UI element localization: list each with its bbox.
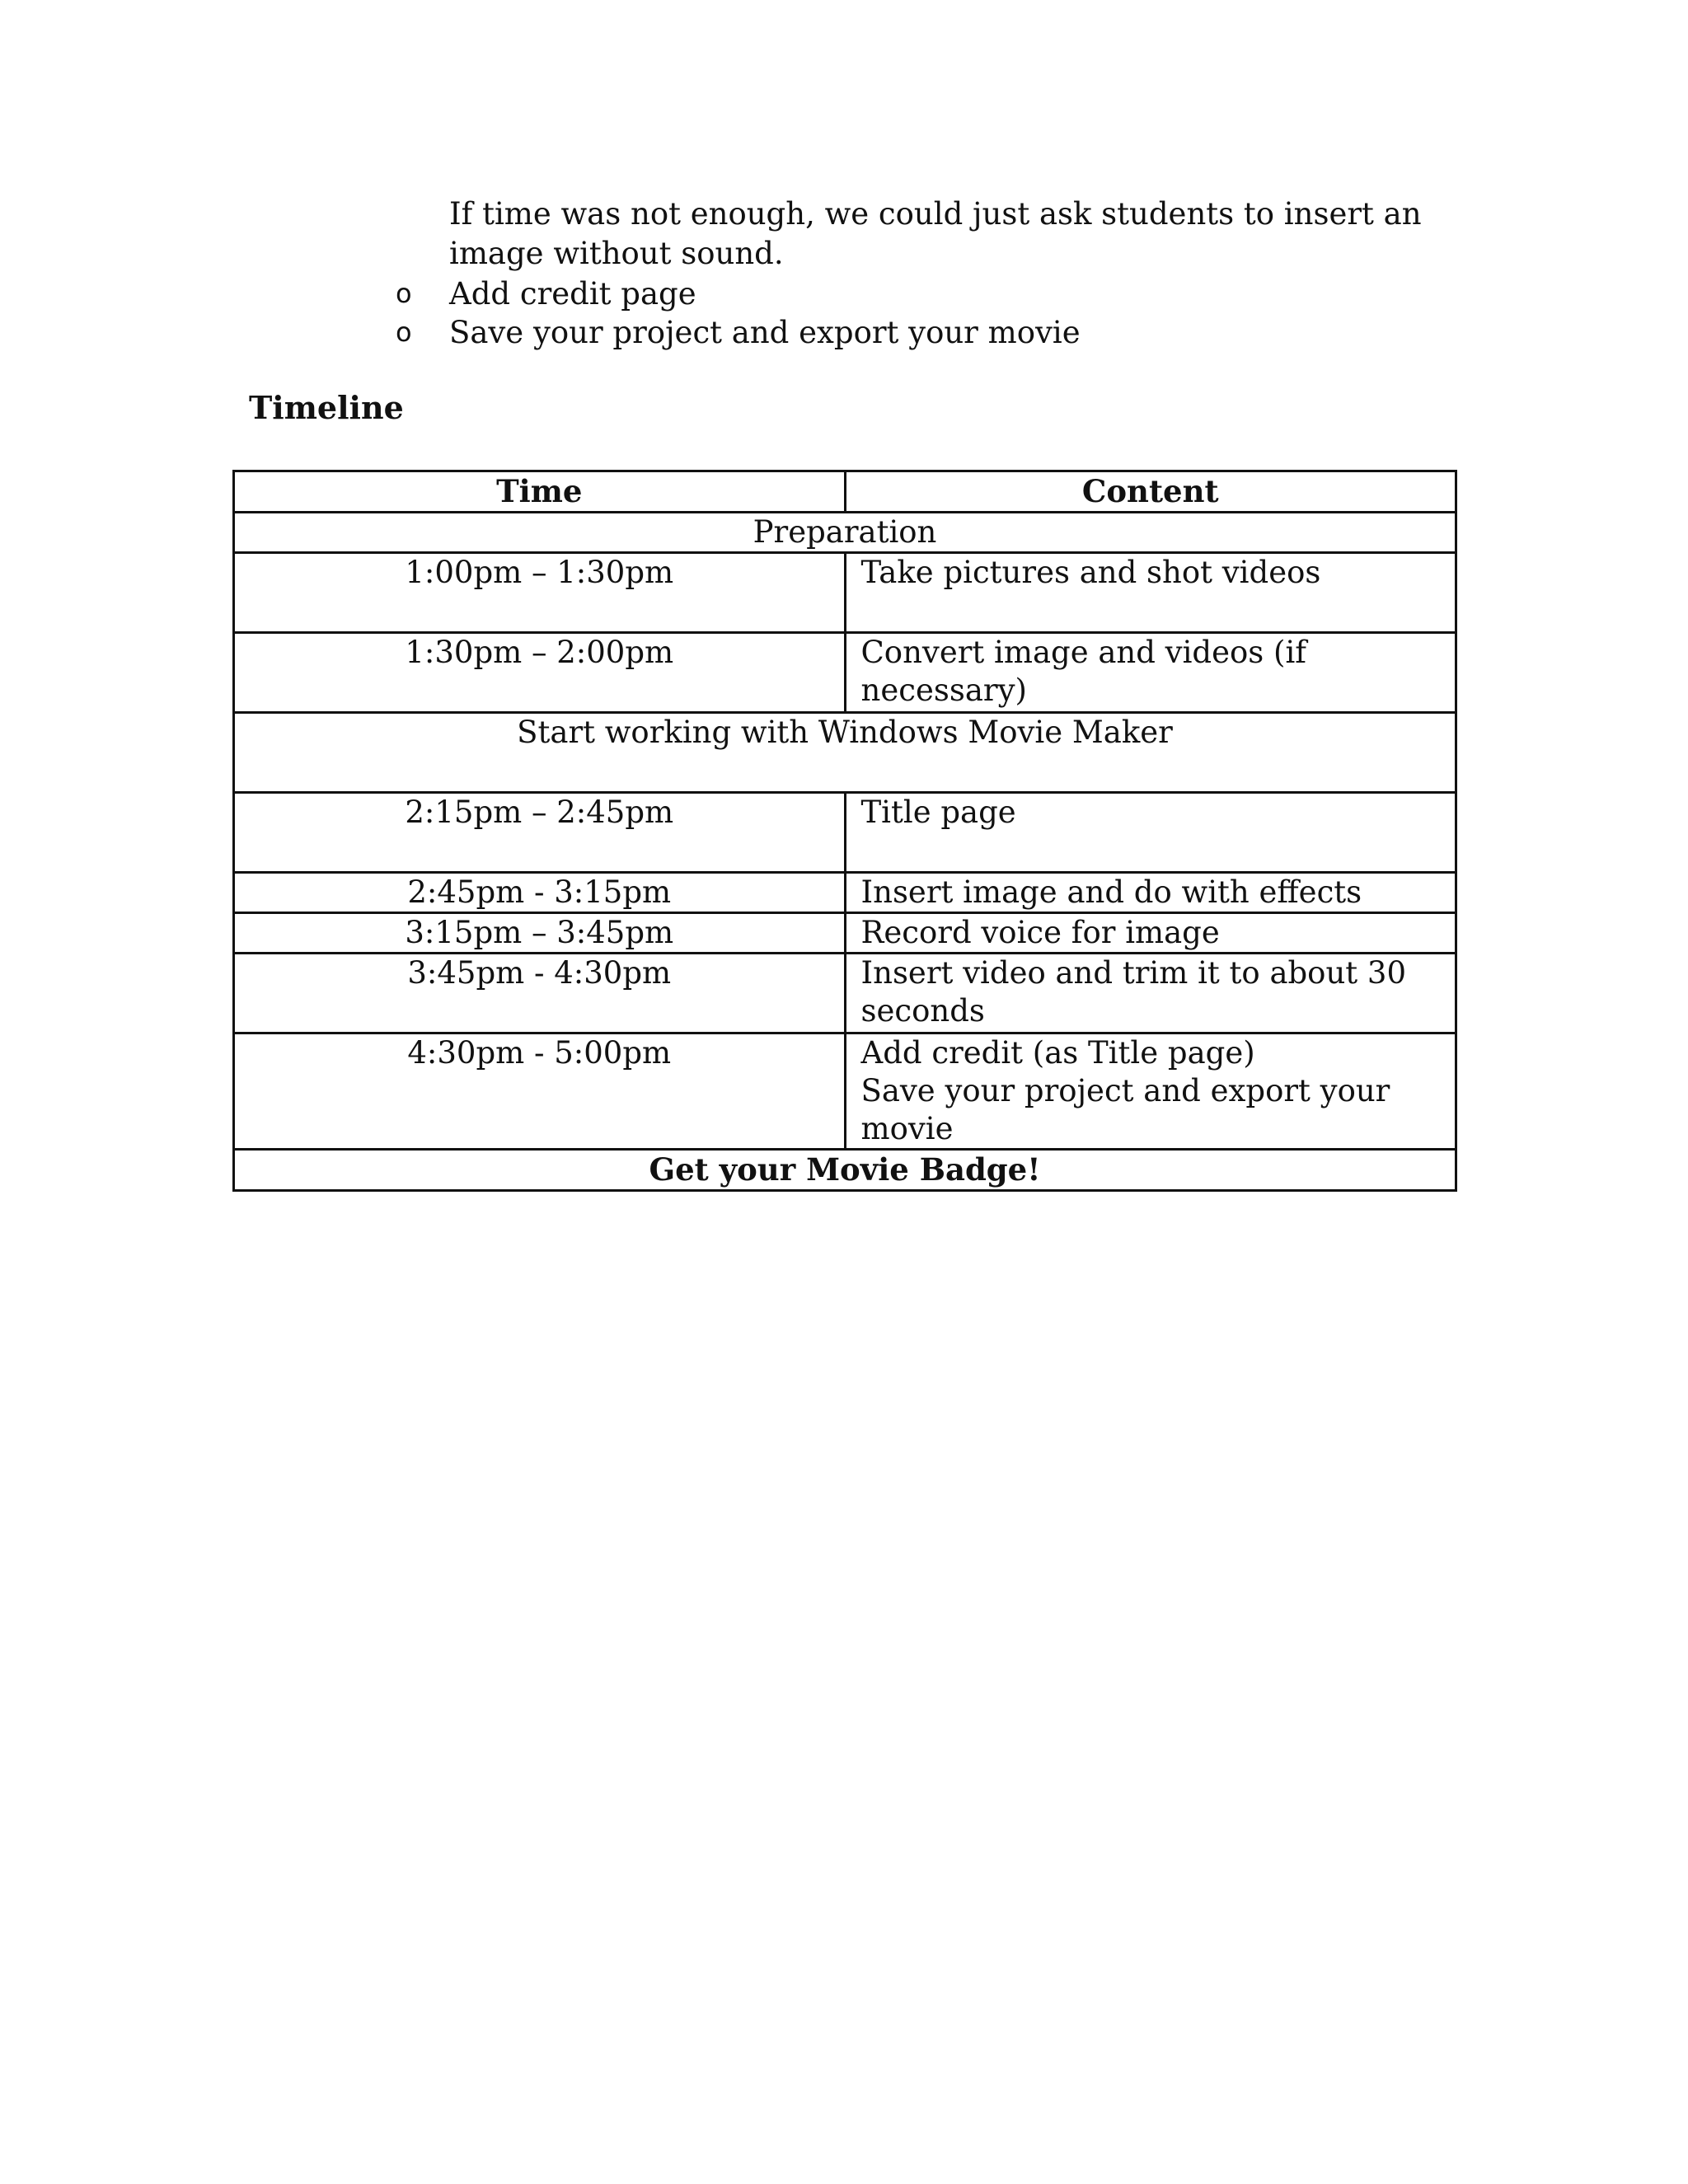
table-section-row: [234, 513, 1456, 553]
list-item-text: Add credit page: [449, 276, 696, 312]
time-cell: 1:00pm – 1:30pm: [234, 553, 846, 633]
list-item: [396, 274, 1081, 313]
table-row: [234, 633, 1456, 713]
hollow-bullet-icon: o: [396, 316, 412, 348]
content-cell: Convert image and videos (if necessary): [845, 633, 1456, 713]
continuation-paragraph: If time was not enough, we could just ask students to insert an image without sound.: [449, 196, 1422, 271]
table-row: [234, 553, 1456, 633]
section-heading: Timeline: [249, 389, 404, 426]
time-cell: 2:15pm – 2:45pm: [234, 793, 846, 873]
table-row: [234, 954, 1456, 1033]
content-cell: Title page: [845, 793, 1456, 873]
time-cell: 1:30pm – 2:00pm: [234, 633, 846, 713]
table-header-row: [234, 471, 1456, 513]
table-row: [234, 913, 1456, 954]
section-movie-maker: Start working with Windows Movie Maker: [234, 713, 1456, 793]
time-cell: 3:45pm - 4:30pm: [234, 954, 846, 1033]
table-row: [234, 1033, 1456, 1150]
time-cell: 2:45pm - 3:15pm: [234, 873, 846, 913]
content-cell: Insert video and trim it to about 30 seconds: [845, 954, 1456, 1033]
hollow-bullet-icon: o: [396, 278, 412, 309]
content-cell: Take pictures and shot videos: [845, 553, 1456, 633]
content-line: Add credit (as Title page): [860, 1035, 1255, 1071]
content-cell: Insert image and do with effects: [845, 873, 1456, 913]
content-cell: [845, 1033, 1456, 1150]
timeline-table: [232, 470, 1457, 1192]
movie-badge-footer: Get your Movie Badge!: [234, 1150, 1456, 1191]
list-item-text: Save your project and export your movie: [449, 315, 1081, 350]
table-section-row: [234, 713, 1456, 793]
time-cell: 4:30pm - 5:00pm: [234, 1033, 846, 1150]
table-footer-row: [234, 1150, 1456, 1191]
section-preparation: Preparation: [234, 513, 1456, 553]
column-header-time: Time: [234, 471, 846, 513]
content-cell: Record voice for image: [845, 913, 1456, 954]
bullet-list: [396, 274, 1081, 352]
time-cell: 3:15pm – 3:45pm: [234, 913, 846, 954]
list-item: [396, 313, 1081, 352]
table-row: [234, 793, 1456, 873]
table-row: [234, 873, 1456, 913]
column-header-content: Content: [845, 471, 1456, 513]
content-line: Save your project and export your movie: [860, 1073, 1390, 1146]
